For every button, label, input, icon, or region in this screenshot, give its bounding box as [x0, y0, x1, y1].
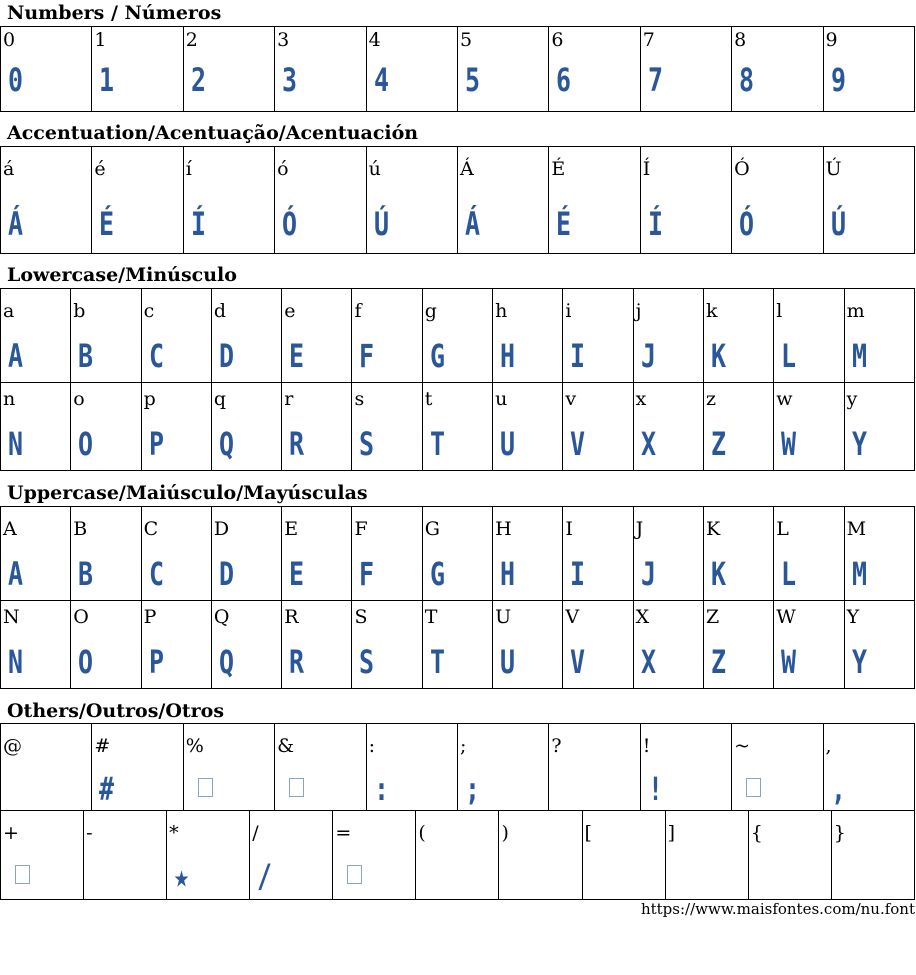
glyph-cell	[141, 383, 211, 471]
glyph-sample: N	[8, 425, 24, 463]
character-label: G	[424, 518, 440, 540]
glyph-sample: M	[851, 337, 867, 375]
glyph-cell	[352, 507, 422, 601]
character-label: n	[3, 388, 16, 410]
character-label: ,	[825, 735, 832, 757]
glyph-cell	[748, 811, 831, 900]
character-label: 4	[368, 29, 381, 51]
glyph-cell	[563, 507, 633, 601]
glyph-cell	[563, 383, 633, 471]
glyph-cell	[422, 507, 492, 601]
glyph-sample: U	[500, 643, 516, 681]
character-label: á	[3, 158, 15, 180]
character-label: 5	[459, 29, 473, 51]
glyph-cell	[831, 811, 914, 900]
glyph-sample: A	[8, 337, 24, 375]
missing-glyph-box-icon	[15, 865, 30, 884]
glyph-cell	[183, 27, 274, 112]
glyph-cell	[141, 601, 211, 689]
character-label: D	[213, 518, 230, 540]
character-label: é	[94, 158, 106, 180]
glyph-cell	[92, 147, 183, 254]
glyph-sample: B	[78, 555, 94, 593]
character-label: 3	[277, 29, 290, 51]
glyph-cell	[366, 147, 457, 254]
accentuation-grid	[0, 146, 915, 254]
character-label: 2	[185, 29, 198, 51]
glyph-row	[1, 601, 915, 689]
glyph-sample: P	[148, 425, 164, 463]
glyph-sample: V	[570, 425, 586, 463]
glyph-sample: F	[359, 555, 375, 593]
glyph-sample: O	[78, 425, 94, 463]
glyph-cell	[823, 147, 914, 254]
character-label: *	[169, 822, 179, 844]
glyph-sample: R	[289, 425, 305, 463]
glyph-sample: S	[359, 643, 375, 681]
glyph-cell	[71, 289, 141, 383]
character-label: g	[424, 300, 437, 322]
character-label: s	[354, 388, 365, 410]
glyph-cell	[844, 507, 914, 601]
glyph-cell	[563, 601, 633, 689]
glyph-cell	[275, 724, 366, 811]
uppercase-grid-row2	[0, 600, 915, 689]
section-title-lowercase: Lowercase/Minúsculo	[7, 264, 237, 286]
character-label: u	[495, 388, 508, 410]
glyph-cell	[333, 811, 416, 900]
character-label: B	[73, 518, 88, 540]
glyph-cell	[549, 724, 640, 811]
character-label: w	[776, 388, 793, 410]
glyph-sample: 8	[739, 61, 755, 99]
character-label: M	[846, 518, 867, 540]
glyph-sample: Í	[190, 205, 206, 243]
glyph-sample: 1	[99, 61, 115, 99]
character-label: Z	[705, 606, 720, 628]
character-label: e	[284, 300, 296, 322]
character-label: #	[94, 735, 111, 757]
glyph-sample: Ú	[373, 205, 389, 243]
character-label: &	[277, 735, 295, 757]
glyph-sample: 6	[556, 61, 572, 99]
character-label: 0	[3, 29, 16, 51]
glyph-cell	[282, 289, 352, 383]
glyph-cell	[366, 27, 457, 112]
character-label: m	[846, 300, 865, 322]
glyph-sample: Á	[464, 205, 480, 243]
glyph-sample: D	[218, 337, 234, 375]
glyph-sample: I	[570, 555, 586, 593]
glyph-cell	[844, 601, 914, 689]
character-label: y	[846, 388, 858, 410]
character-label: =	[335, 822, 352, 844]
character-label: F	[354, 518, 368, 540]
glyph-cell	[493, 601, 563, 689]
glyph-cell	[1, 507, 71, 601]
glyph-cell	[366, 724, 457, 811]
character-label: l	[776, 300, 783, 322]
glyph-sample: H	[500, 555, 516, 593]
glyph-cell	[493, 289, 563, 383]
glyph-cell	[183, 147, 274, 254]
glyph-sample: B	[78, 337, 94, 375]
glyph-cell	[563, 289, 633, 383]
glyph-sample: R	[289, 643, 305, 681]
glyph-sample: L	[781, 337, 797, 375]
character-label: 7	[642, 29, 655, 51]
glyph-cell	[422, 289, 492, 383]
lowercase-grid-row2	[0, 382, 915, 471]
glyph-cell	[275, 147, 366, 254]
section-title-others: Others/Outros/Otros	[7, 700, 225, 722]
glyph-cell	[1, 147, 92, 254]
character-label: +	[3, 822, 19, 844]
glyph-row	[1, 811, 915, 900]
character-label: 9	[825, 29, 838, 51]
character-label: j	[635, 300, 642, 322]
glyph-sample: W	[781, 425, 797, 463]
character-label: 8	[734, 29, 747, 51]
glyph-sample: L	[781, 555, 797, 593]
glyph-sample: Z	[710, 425, 726, 463]
glyph-cell	[633, 507, 703, 601]
glyph-sample: Ú	[830, 205, 846, 243]
uppercase-grid-row1	[0, 506, 915, 601]
glyph-sample: H	[500, 337, 516, 375]
glyph-sample: Q	[218, 643, 234, 681]
lowercase-grid-row1	[0, 288, 915, 383]
character-label: C	[143, 518, 159, 540]
character-label: í	[185, 158, 192, 180]
glyph-cell	[823, 724, 914, 811]
character-label: o	[73, 388, 85, 410]
glyph-cell	[640, 724, 731, 811]
glyph-cell	[92, 724, 183, 811]
glyph-sample: N	[8, 643, 24, 681]
character-label: Ó	[734, 158, 750, 180]
glyph-cell	[282, 601, 352, 689]
character-label: R	[284, 606, 299, 628]
glyph-cell	[633, 601, 703, 689]
character-label: A	[3, 518, 17, 540]
character-label: q	[213, 388, 227, 410]
character-label: -	[86, 822, 93, 844]
character-label: K	[705, 518, 721, 540]
character-label: c	[143, 300, 155, 322]
character-label: [	[584, 822, 592, 844]
character-label: S	[354, 606, 368, 628]
glyph-cell	[844, 289, 914, 383]
character-label: ]	[667, 822, 676, 844]
glyph-cell	[1, 811, 84, 900]
glyph-sample: 7	[647, 61, 663, 99]
glyph-row	[1, 507, 915, 601]
character-label: a	[3, 300, 15, 322]
glyph-sample: #	[99, 770, 115, 808]
others-grid-row1	[0, 723, 915, 811]
section-title-uppercase: Uppercase/Maiúsculo/Mayúsculas	[7, 482, 368, 504]
glyph-sample: I	[570, 337, 586, 375]
glyph-cell	[457, 147, 548, 254]
character-label: {	[750, 822, 763, 844]
glyph-cell	[71, 507, 141, 601]
character-label: p	[143, 388, 156, 410]
glyph-sample: 3	[282, 61, 298, 99]
character-label: T	[424, 606, 438, 628]
character-label: Í	[642, 158, 651, 180]
character-label: v	[565, 388, 577, 410]
glyph-sample: J	[640, 337, 656, 375]
character-label: @	[3, 735, 22, 757]
character-label: (	[418, 822, 426, 844]
glyph-cell	[141, 289, 211, 383]
numbers-grid	[0, 26, 915, 112]
glyph-cell	[422, 601, 492, 689]
glyph-sample: V	[570, 643, 586, 681]
glyph-sample: F	[359, 337, 375, 375]
glyph-cell	[167, 811, 250, 900]
glyph-cell	[211, 289, 281, 383]
character-label: ;	[459, 735, 467, 757]
glyph-sample: P	[148, 643, 164, 681]
glyph-cell	[732, 147, 823, 254]
glyph-cell	[352, 383, 422, 471]
glyph-cell	[92, 27, 183, 112]
glyph-sample: ;	[464, 770, 480, 808]
glyph-cell	[141, 507, 211, 601]
glyph-sample: 2	[190, 61, 206, 99]
character-label: b	[73, 300, 86, 322]
glyph-sample: 0	[8, 61, 24, 99]
glyph-sample: K	[710, 337, 726, 375]
glyph-sample: O	[78, 643, 94, 681]
glyph-cell	[282, 507, 352, 601]
character-label: U	[495, 606, 512, 628]
glyph-sample: E	[289, 555, 305, 593]
character-label: I	[565, 518, 573, 540]
glyph-sample: Ó	[282, 205, 298, 243]
glyph-cell	[1, 724, 92, 811]
character-label: f	[354, 300, 362, 322]
glyph-sample: Y	[851, 643, 867, 681]
missing-glyph-box-icon	[198, 778, 213, 797]
glyph-cell	[282, 383, 352, 471]
glyph-sample: J	[640, 555, 656, 593]
glyph-cell	[732, 27, 823, 112]
glyph-cell	[665, 811, 748, 900]
character-label: X	[635, 606, 650, 628]
glyph-cell	[250, 811, 333, 900]
character-label: r	[284, 388, 294, 410]
character-label: ó	[277, 158, 289, 180]
glyph-cell	[703, 507, 773, 601]
glyph-row	[1, 289, 915, 383]
glyph-cell	[211, 383, 281, 471]
glyph-sample: K	[710, 555, 726, 593]
glyph-cell	[774, 507, 844, 601]
glyph-sample: Á	[8, 205, 24, 243]
character-label: L	[776, 518, 789, 540]
glyph-cell	[499, 811, 582, 900]
glyph-cell	[1, 601, 71, 689]
glyph-cell	[774, 289, 844, 383]
glyph-sample: ★	[174, 857, 190, 895]
character-label: H	[495, 518, 512, 540]
others-grid-row2	[0, 810, 915, 900]
glyph-cell	[582, 811, 665, 900]
character-label: P	[143, 606, 157, 628]
glyph-sample: T	[429, 425, 445, 463]
glyph-cell	[422, 383, 492, 471]
missing-glyph-box-icon	[347, 865, 362, 884]
character-label: ú	[368, 158, 381, 180]
glyph-cell	[493, 507, 563, 601]
glyph-cell	[844, 383, 914, 471]
glyph-sample: Ó	[739, 205, 755, 243]
missing-glyph-box-icon	[289, 778, 304, 797]
glyph-row	[1, 147, 915, 254]
glyph-sample: A	[8, 555, 24, 593]
glyph-cell	[703, 601, 773, 689]
glyph-cell	[1, 27, 92, 112]
glyph-sample: Z	[710, 643, 726, 681]
character-label: x	[635, 388, 647, 410]
glyph-sample: X	[640, 425, 656, 463]
glyph-cell	[774, 383, 844, 471]
glyph-sample: M	[851, 555, 867, 593]
glyph-sample: :	[373, 770, 389, 808]
glyph-cell	[703, 383, 773, 471]
footer-url[interactable]: https://www.maisfontes.com/nu.font	[640, 900, 915, 918]
character-label: )	[501, 822, 509, 844]
glyph-sample: ,	[830, 770, 846, 808]
glyph-cell	[640, 147, 731, 254]
character-label: z	[705, 388, 716, 410]
glyph-cell	[71, 601, 141, 689]
glyph-cell	[732, 724, 823, 811]
glyph-sample: Y	[851, 425, 867, 463]
glyph-row	[1, 383, 915, 471]
character-label: %	[185, 735, 204, 757]
glyph-cell	[457, 724, 548, 811]
glyph-sample: W	[781, 643, 797, 681]
glyph-sample: G	[429, 337, 445, 375]
character-label: /	[252, 822, 259, 844]
glyph-cell	[774, 601, 844, 689]
section-title-accentuation: Accentuation/Acentuação/Acentuación	[7, 122, 419, 144]
glyph-cell	[823, 27, 914, 112]
glyph-cell	[211, 601, 281, 689]
missing-glyph-box-icon	[746, 778, 761, 797]
glyph-sample: 4	[373, 61, 389, 99]
glyph-sample: G	[429, 555, 445, 593]
character-label: ?	[551, 735, 562, 757]
glyph-sample: E	[289, 337, 305, 375]
glyph-cell	[71, 383, 141, 471]
glyph-sample: 5	[464, 61, 480, 99]
glyph-sample: Í	[647, 205, 663, 243]
glyph-sample: C	[148, 337, 164, 375]
glyph-cell	[211, 507, 281, 601]
glyph-sample: /	[257, 857, 273, 895]
character-label: Q	[213, 606, 230, 628]
glyph-cell	[275, 27, 366, 112]
character-label: N	[3, 606, 20, 628]
glyph-sample: Q	[218, 425, 234, 463]
glyph-cell	[416, 811, 499, 900]
glyph-sample: X	[640, 643, 656, 681]
character-label: !	[642, 735, 651, 757]
glyph-sample: S	[359, 425, 375, 463]
character-label: J	[635, 518, 644, 540]
glyph-cell	[549, 147, 640, 254]
character-label: E	[284, 518, 299, 540]
glyph-cell	[633, 289, 703, 383]
glyph-sample: 9	[830, 61, 846, 99]
glyph-row	[1, 724, 915, 811]
character-label: 1	[94, 29, 107, 51]
glyph-cell	[352, 289, 422, 383]
glyph-sample: T	[429, 643, 445, 681]
character-label: V	[565, 606, 580, 628]
character-label: É	[551, 158, 566, 180]
character-label: t	[424, 388, 433, 410]
character-label: Á	[459, 158, 474, 180]
character-label: h	[495, 300, 508, 322]
glyph-sample: D	[218, 555, 234, 593]
glyph-cell	[549, 27, 640, 112]
character-label: 6	[551, 29, 564, 51]
glyph-cell	[84, 811, 167, 900]
glyph-sample: É	[556, 205, 572, 243]
glyph-sample: C	[148, 555, 164, 593]
glyph-cell	[352, 601, 422, 689]
character-label: Ú	[825, 158, 842, 180]
character-label: :	[368, 735, 375, 757]
glyph-cell	[633, 383, 703, 471]
glyph-sample: U	[500, 425, 516, 463]
character-label: d	[213, 300, 227, 322]
glyph-cell	[1, 383, 71, 471]
character-label: ~	[734, 735, 751, 757]
glyph-cell	[1, 289, 71, 383]
glyph-cell	[640, 27, 731, 112]
character-label: O	[73, 606, 89, 628]
character-label: k	[705, 300, 718, 322]
glyph-cell	[493, 383, 563, 471]
glyph-cell	[457, 27, 548, 112]
character-label: Y	[846, 606, 860, 628]
glyph-sample: É	[99, 205, 115, 243]
character-label: }	[833, 822, 846, 844]
glyph-row	[1, 27, 915, 112]
glyph-sample: !	[647, 770, 663, 808]
character-label: W	[776, 606, 796, 628]
character-label: i	[565, 300, 572, 322]
glyph-cell	[703, 289, 773, 383]
glyph-cell	[183, 724, 274, 811]
section-title-numbers: Numbers / Números	[7, 2, 222, 24]
